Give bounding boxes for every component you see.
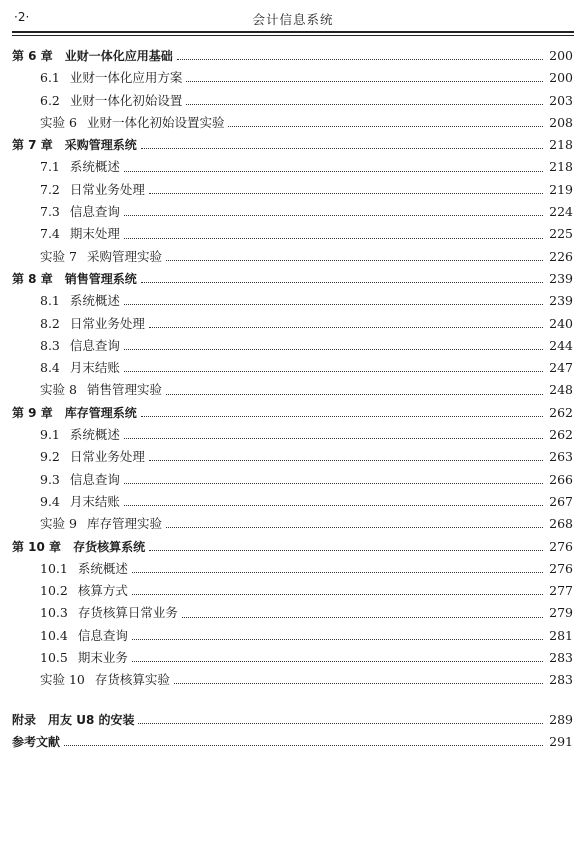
dot-leader — [132, 660, 543, 662]
dot-leader — [141, 147, 543, 149]
entry-number: 8.4 — [40, 360, 60, 376]
entry-page-number: 262 — [549, 427, 573, 443]
entry-number: 6.1 — [40, 70, 60, 86]
entry-page-number: 218 — [549, 159, 573, 175]
entry-page-number: 268 — [549, 516, 573, 532]
toc-spacer — [12, 692, 573, 709]
dot-leader — [124, 437, 543, 439]
entry-number: 9.2 — [40, 449, 60, 465]
entry-page-number: 263 — [549, 449, 573, 465]
toc-section-entry[interactable] — [12, 513, 573, 535]
entry-number: 7.2 — [40, 181, 60, 197]
dot-leader — [149, 459, 543, 461]
entry-title: 系统概述 — [77, 560, 128, 576]
entry-number: 第 8 章 — [12, 271, 53, 286]
toc-section-entry[interactable] — [12, 246, 573, 268]
dot-leader — [124, 214, 543, 216]
entry-title: 日常业务处理 — [69, 449, 145, 465]
entry-page-number: 281 — [549, 627, 573, 643]
dot-leader — [124, 348, 543, 350]
dot-leader — [132, 593, 543, 595]
entry-title: 业财一体化应用基础 — [64, 49, 173, 63]
entry-title: 信息查询 — [69, 471, 120, 487]
toc-chapter-entry[interactable] — [12, 268, 573, 290]
dot-leader — [174, 682, 543, 684]
toc-section-entry[interactable] — [12, 313, 573, 335]
entry-title: 系统概述 — [69, 427, 120, 443]
dot-leader — [124, 482, 543, 484]
entry-number: 10.2 — [40, 583, 68, 599]
entry-title: 销售管理实验 — [86, 382, 162, 398]
dot-leader — [138, 722, 543, 724]
entry-page-number: 226 — [549, 248, 573, 264]
dot-leader — [64, 744, 543, 746]
dot-leader — [166, 259, 543, 261]
entry-number: 实验 9 — [40, 516, 77, 532]
entry-number: 第 9 章 — [12, 405, 53, 420]
dot-leader — [186, 103, 543, 105]
entry-number: 第 7 章 — [12, 138, 53, 153]
entry-number: 实验 10 — [40, 672, 85, 688]
entry-number: 9.3 — [40, 471, 60, 487]
entry-page-number: 200 — [549, 70, 573, 86]
dot-leader — [177, 58, 543, 60]
entry-number: 7.3 — [40, 204, 60, 220]
entry-number: 10.5 — [40, 650, 68, 666]
header-rule-thick — [12, 31, 574, 33]
entry-page-number: 239 — [549, 293, 573, 309]
entry-number: 8.2 — [40, 315, 60, 331]
dot-leader — [166, 393, 543, 395]
toc-section-entry[interactable] — [12, 602, 573, 624]
entry-page-number: 267 — [549, 493, 573, 509]
dot-leader — [124, 370, 543, 372]
entry-page-number: 225 — [549, 226, 573, 242]
entry-page-number: 239 — [549, 270, 573, 286]
entry-page-number: 247 — [549, 360, 573, 376]
header-rule-thin — [12, 35, 574, 36]
entry-page-number: 208 — [549, 114, 573, 130]
entry-title: 信息查询 — [69, 204, 120, 220]
running-title: 会计信息系统 — [252, 12, 334, 27]
entry-page-number: 200 — [549, 48, 573, 63]
dot-leader — [124, 237, 543, 239]
entry-number: 附录 — [12, 712, 37, 727]
entry-number: 8.1 — [40, 293, 60, 309]
toc-section-entry[interactable] — [12, 90, 573, 112]
entry-number: 7.1 — [40, 159, 60, 175]
entry-page-number: 283 — [549, 672, 573, 688]
entry-number: 参考文献 — [12, 734, 61, 749]
entry-number: 10.4 — [40, 627, 68, 643]
entry-number: 实验 8 — [40, 382, 77, 398]
entry-title: 月末结账 — [69, 493, 120, 509]
dot-leader — [132, 571, 543, 573]
toc-chapter-entry[interactable] — [12, 709, 573, 731]
dot-leader — [141, 415, 543, 417]
entry-number: 实验 7 — [40, 248, 77, 264]
entry-title: 系统概述 — [69, 293, 120, 309]
toc-section-entry[interactable] — [12, 469, 573, 491]
entry-title: 业财一体化初始设置实验 — [86, 114, 225, 130]
dot-leader — [124, 303, 543, 305]
entry-title: 业财一体化初始设置 — [69, 92, 183, 108]
entry-page-number: 203 — [549, 92, 573, 108]
toc-section-entry[interactable] — [12, 491, 573, 513]
entry-page-number: 262 — [549, 404, 573, 420]
page-header — [12, 0, 574, 28]
entry-title: 用友 U8 的安装 — [48, 712, 135, 727]
entry-number: 实验 6 — [40, 114, 77, 130]
entry-title: 存货核算系统 — [73, 539, 146, 554]
dot-leader — [228, 125, 543, 127]
entry-page-number: 277 — [549, 583, 573, 599]
entry-title: 库存管理系统 — [64, 405, 137, 420]
toc-section-entry[interactable] — [12, 625, 573, 647]
entry-page-number: 244 — [549, 337, 573, 353]
entry-number: 9.4 — [40, 493, 60, 509]
entry-page-number: 283 — [549, 650, 573, 666]
toc-section-entry[interactable] — [12, 335, 573, 357]
toc-section-entry[interactable] — [12, 179, 573, 201]
entry-title: 系统概述 — [69, 159, 120, 175]
entry-title: 采购管理实验 — [86, 248, 162, 264]
toc-section-entry[interactable] — [12, 669, 573, 691]
toc-section-entry[interactable] — [12, 357, 573, 379]
entry-number: 10.3 — [40, 605, 68, 621]
entry-title: 核算方式 — [77, 583, 128, 599]
page-number: ·2· — [14, 10, 30, 24]
entry-page-number: 291 — [549, 733, 573, 749]
entry-page-number: 279 — [549, 605, 573, 621]
toc-section-entry[interactable] — [12, 156, 573, 178]
toc-section-entry[interactable] — [12, 647, 573, 669]
entry-number: 8.3 — [40, 337, 60, 353]
toc-chapter-entry[interactable] — [12, 402, 573, 424]
toc-chapter-entry[interactable] — [12, 731, 573, 753]
entry-page-number: 240 — [549, 315, 573, 331]
entry-title: 信息查询 — [77, 627, 128, 643]
toc-section-entry[interactable] — [12, 424, 573, 446]
entry-title: 期末处理 — [69, 226, 120, 242]
toc-section-entry[interactable] — [12, 201, 573, 223]
table-of-contents — [12, 45, 573, 753]
toc-section-entry[interactable] — [12, 223, 573, 245]
entry-title: 日常业务处理 — [69, 315, 145, 331]
entry-page-number: 276 — [549, 538, 573, 554]
entry-page-number: 276 — [549, 560, 573, 576]
toc-section-entry[interactable] — [12, 580, 573, 602]
entry-title: 销售管理系统 — [64, 271, 137, 286]
entry-number: 10.1 — [40, 560, 68, 576]
entry-title: 日常业务处理 — [69, 181, 145, 197]
dot-leader — [141, 281, 543, 283]
entry-page-number: 289 — [549, 711, 573, 727]
toc-section-entry[interactable] — [12, 112, 573, 134]
dot-leader — [124, 170, 543, 172]
entry-page-number: 218 — [549, 137, 573, 153]
dot-leader — [182, 616, 543, 618]
dot-leader — [132, 638, 543, 640]
entry-page-number: 219 — [549, 181, 573, 197]
dot-leader — [166, 526, 543, 528]
entry-page-number: 224 — [549, 204, 573, 220]
toc-section-entry[interactable] — [12, 67, 573, 89]
toc-chapter-entry[interactable] — [12, 134, 573, 156]
toc-chapter-entry[interactable] — [12, 45, 573, 67]
entry-page-number: 266 — [549, 471, 573, 487]
entry-title: 信息查询 — [69, 337, 120, 353]
entry-page-number: 248 — [549, 382, 573, 398]
dot-leader — [149, 549, 543, 551]
entry-title: 存货核算日常业务 — [77, 605, 178, 621]
dot-leader — [149, 192, 543, 194]
entry-title: 业财一体化应用方案 — [69, 70, 183, 86]
entry-title: 月末结账 — [69, 360, 120, 376]
entry-title: 存货核算实验 — [94, 672, 170, 688]
entry-number: 9.1 — [40, 427, 60, 443]
dot-leader — [149, 326, 543, 328]
dot-leader — [124, 504, 543, 506]
dot-leader — [186, 80, 543, 82]
toc-section-entry[interactable] — [12, 379, 573, 401]
entry-number: 第 6 章 — [12, 49, 53, 63]
entry-title: 期末业务 — [77, 650, 128, 666]
entry-title: 采购管理系统 — [64, 138, 137, 153]
entry-number: 6.2 — [40, 92, 60, 108]
toc-section-entry[interactable] — [12, 558, 573, 580]
toc-section-entry[interactable] — [12, 290, 573, 312]
entry-title: 库存管理实验 — [86, 516, 162, 532]
entry-number: 第 10 章 — [12, 539, 62, 554]
entry-number: 7.4 — [40, 226, 60, 242]
toc-section-entry[interactable] — [12, 446, 573, 468]
toc-chapter-entry[interactable] — [12, 536, 573, 558]
